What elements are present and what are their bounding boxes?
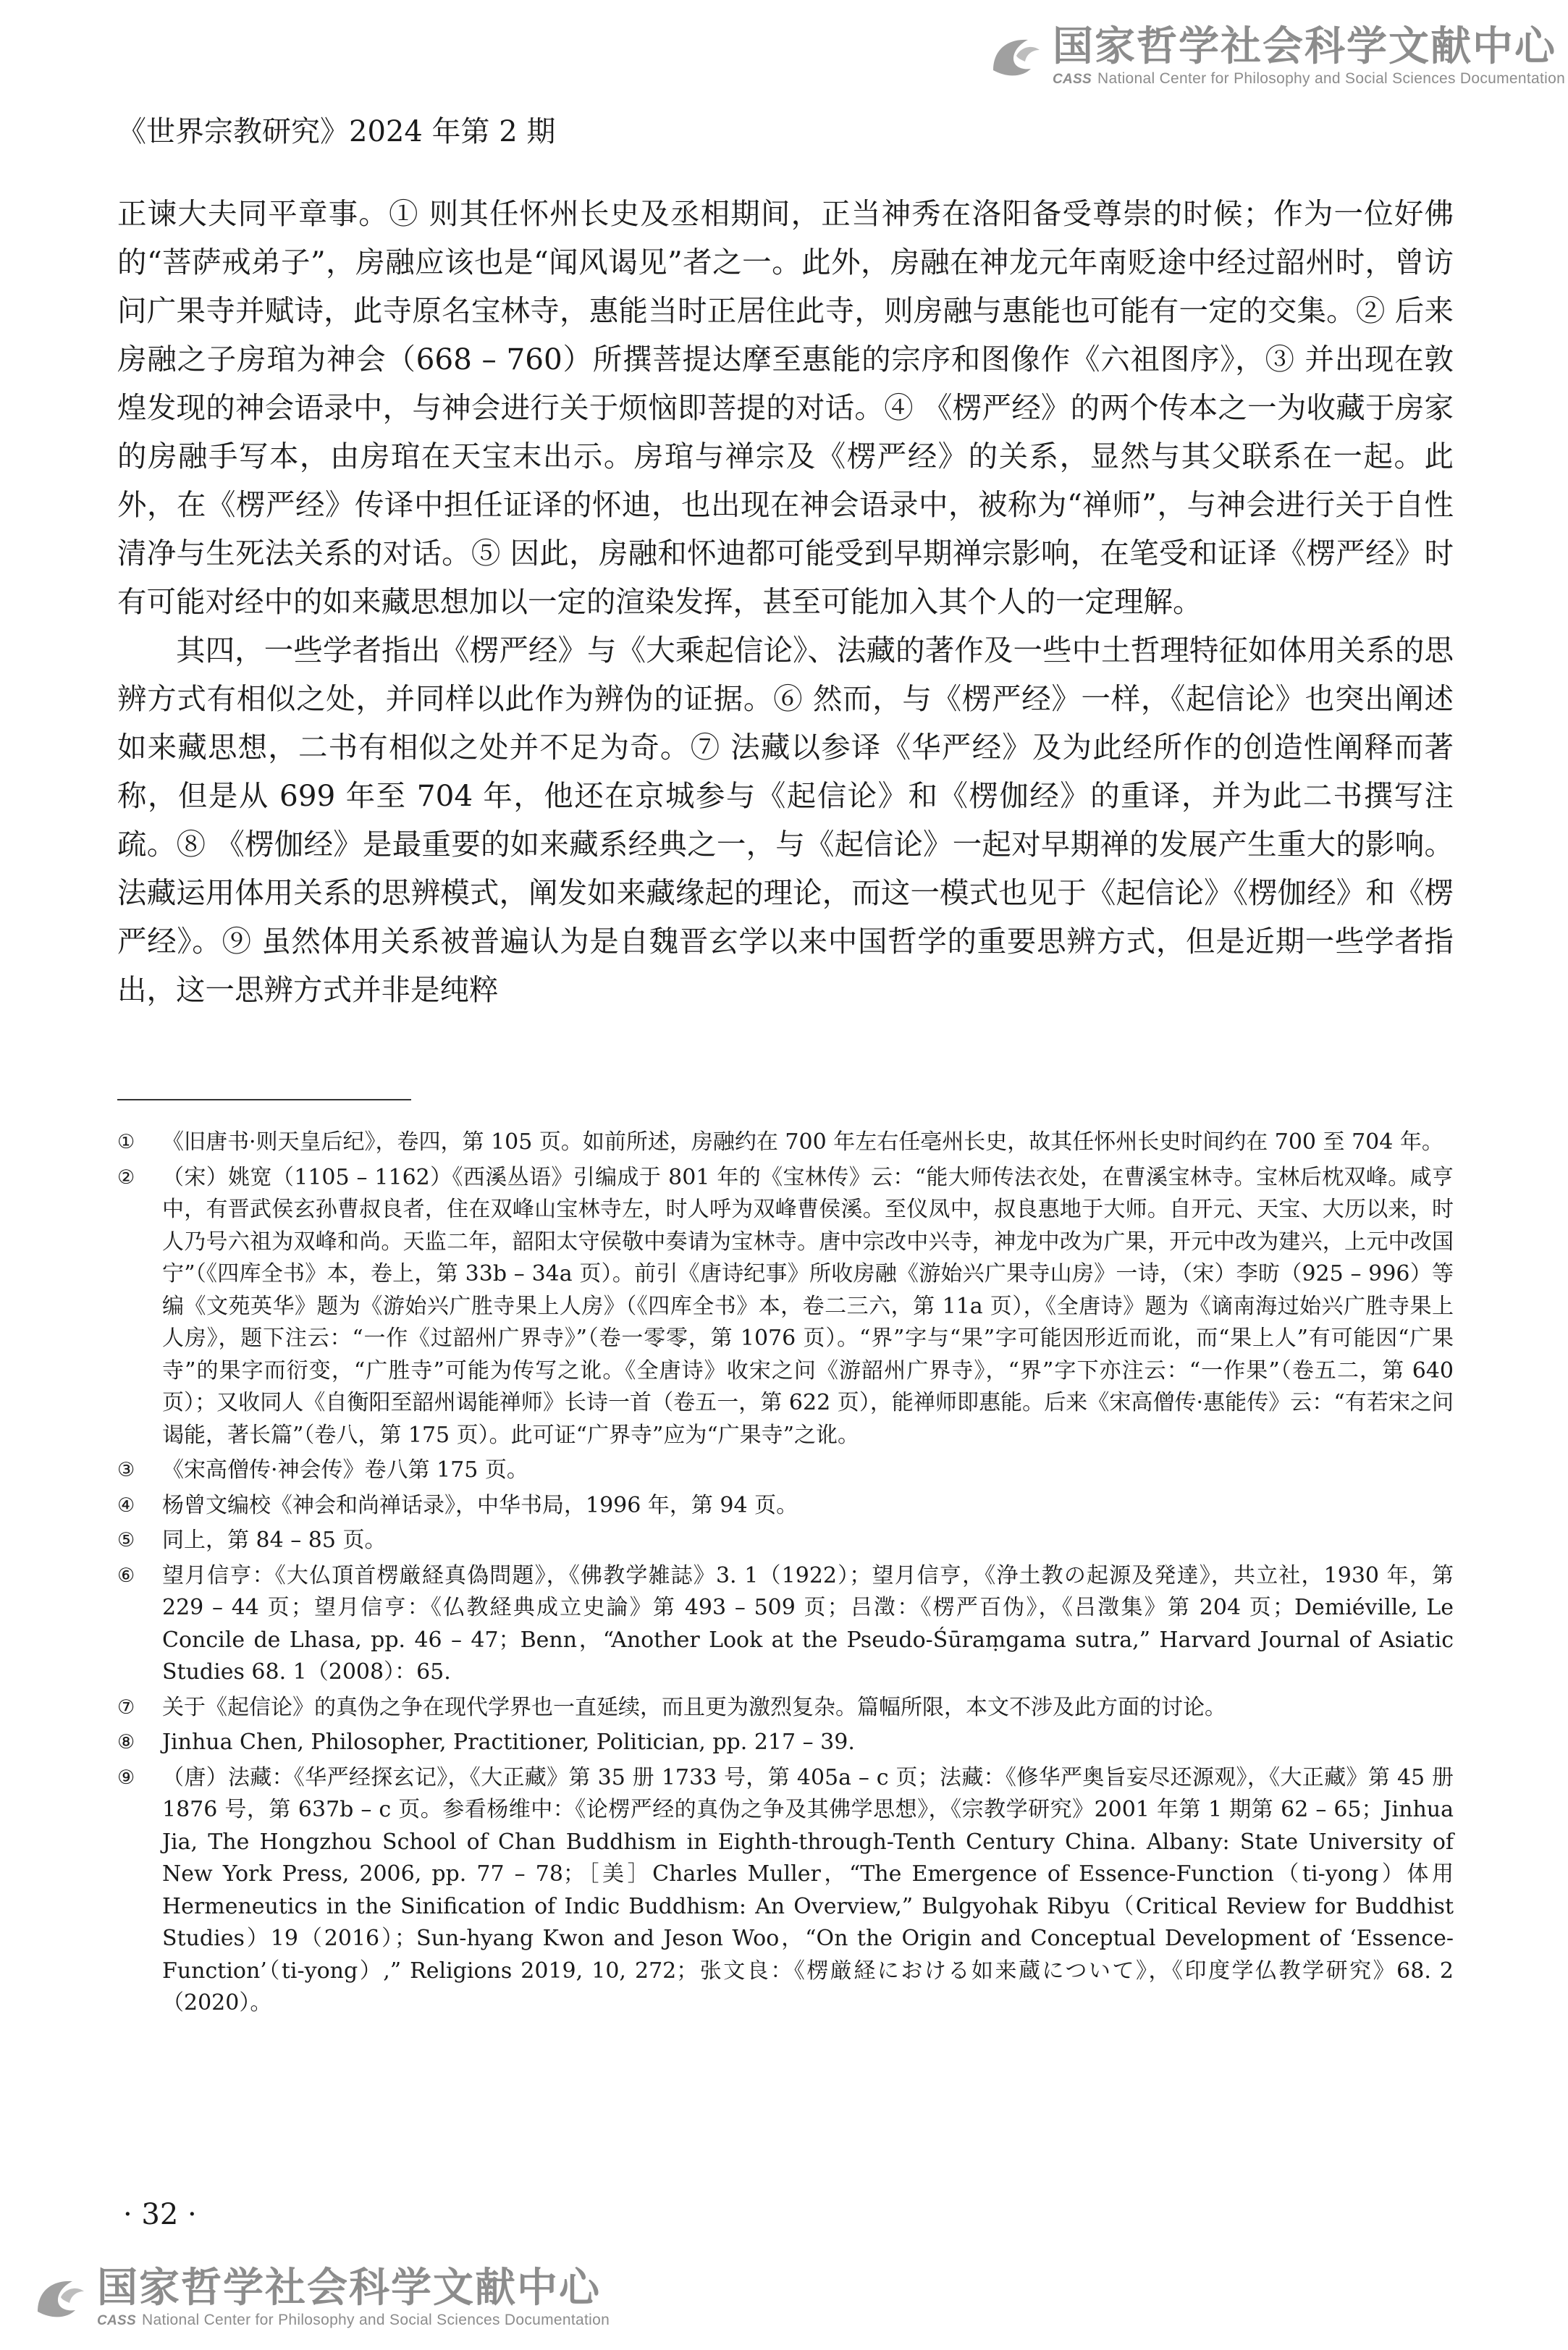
footnote-text: （宋）姚宽（1105 – 1162）《西溪丛语》引编成于 801 年的《宝林传》云：“能大师传法衣处，在曹溪宝林寺。宝林后枕双峰。咸亨中，有晋武侯玄孙曹叔良者，住在双峰山宝林寺左，时人呼为双峰曹侯溪。至仪凤中，叔良惠地于大师。自开元、天宝、大历以来，时人乃号六祖为双峰和尚。天监二年，韶阳太守侯敬中奏请为宝林寺。唐中宗改中兴寺，神龙中改为广果，开元中改为建兴，上元中改国宁”（《四库全书》本，卷上，第 33b – 34a 页）。前引《唐诗纪事》所收房融《游始兴广果寺山房》一诗，（宋）李昉（925 – 996）等编《文苑英华》题为《游始兴广胜寺果上人房》（《四库全书》本，卷二三六，第 11a 页），《全唐诗》题为《谪南海过始兴广胜寺果上人房》，题下注云：“一作《过韶州广界寺》”（卷一零零，第 1076 页）。“界”字与“果”字可能因形近而讹，而“果上人”有可能因“广果寺”的果字而衍变，“广胜寺”可能为传写之讹。《全唐诗》收宋之问《游韶州广界寺》，“界”字下亦注云：“一作果”（卷五二，第 640 页）；又收同人《自衡阳至韶州谒能禅师》长诗一首（卷五一，第 622 页），能禅师即惠能。后来《宋高僧传·惠能传》云：“有若宋之问谒能，著长篇”（卷八，第 175 页）。此可证“广界寺”应为“广果寺”之讹。 [162,1164,1454,1448]
page-number: · 32 · [123,2198,197,2231]
footnote-text: 《旧唐书·则天皇后纪》，卷四，第 105 页。如前所述，房融约在 700 年左右任亳州长史，故其任怀州长史时间约在 700 至 704 年。 [162,1129,1443,1155]
footnote-1 [117,1126,1454,1159]
footnote-number: ⑥ [117,1564,135,1587]
footnote-text: 关于《起信论》的真伪之争在现代学界也一直延续，而且更为激烈复杂。篇幅所限，本文不涉及此方面的讨论。 [162,1694,1226,1720]
footnote-number: ⑧ [117,1731,135,1753]
footnote-5 [117,1525,1454,1557]
watermark-name-zh: 国家哲学社会科学文献中心 [97,2265,601,2312]
footnote-text: 杨曾文编校《神会和尚禅话录》，中华书局，1996 年，第 94 页。 [162,1492,798,1518]
footnote-divider [117,1099,411,1100]
watermark-name-en: National Center for Philosophy and Social Sciences Documentation [1097,70,1566,87]
footnote-number: ⑦ [117,1696,135,1719]
watermark-name-zh: 国家哲学社会科学文献中心 [1053,23,1556,70]
footnote-text: （唐）法藏：《华严经探玄记》，《大正藏》第 35 册 1733 号，第 405a – c 页；法藏：《修华严奥旨妄尽还源观》，《大正藏》第 45 册 1876 号，第 637b – c 页。参看杨维中：《论楞严经的真伪之争及其佛学思想》，《宗教学研究》2001 年第 1 期第 62 – 65；Jinhua Jia, The Hongzhou School of Chan Buddhism in Eighth-through-Tenth Century China. Albany: State University of New York Press, 2006, pp. 77 – 78；［美］Charles Muller，“The Emergence of Essence-Function（ti-yong）体用 Hermeneutics in the Sinification of Indic Buddhism: An Overview,” Bulgyohak Ribyu（Critical Review for Buddhist Studies）19（2016）；Sun-hyang Kwon and Jeson Woo，“On the Origin and Conceptual Development of ‘Essence-Function’（ti-yong）,” Religions 2019, 10, 272；张文良：《楞厳経における如来蔵について》，《印度学仏教学研究》68. 2（2020）。 [162,1764,1454,2016]
footnote-2 [117,1162,1454,1452]
footnote-number: ④ [117,1494,135,1517]
watermark-logo-top [987,25,1565,89]
footnote-number: ① [117,1131,135,1153]
cass-logo-icon [987,34,1042,80]
footnote-6 [117,1560,1454,1689]
footnote-8 [117,1727,1454,1759]
footnote-7 [117,1692,1454,1724]
journal-header: 《世界宗教研究》2024 年第 2 期 [117,115,556,148]
footnote-text: 《宋高僧传·神会传》卷八第 175 页。 [162,1457,528,1483]
watermark-name-en: National Center for Philosophy and Social Sciences Documentation [142,2312,610,2328]
footnote-text: 望月信亨：《大仏頂首楞厳経真偽問題》，《佛教学雑誌》3. 1（1922）；望月信亨，《浄土教の起源及発達》，共立社，1930 年，第 229 – 44 页；望月信亨：《仏教経典成立史論》第 493 – 509 页；吕澂：《楞严百伪》，《吕澂集》第 204 页；Demiéville, Le Concile de Lhasa, pp. 46 – 47；Benn，“Another Look at the Pseudo-Śūraṃgama sutra,” Harvard Journal of Asiatic Studies 68. 1（2008）：65. [162,1562,1454,1685]
footnote-3 [117,1454,1454,1487]
paragraph-2: 其四，一些学者指出《楞严经》与《大乘起信论》、法藏的著作及一些中土哲理特征如体用关系的思辨方式有相似之处，并同样以此作为辨伪的证据。⑥ 然而，与《楞严经》一样，《起信论》也突出阐述如来藏思想，二书有相似之处并不足为奇。⑦ 法藏以参译《华严经》及为此经所作的创造性阐释而著称，但是从 699 年至 704 年，他还在京城参与《起信论》和《楞伽经》的重译，并为此二书撰写注疏。⑧ 《楞伽经》是最重要的如来藏系经典之一，与《起信论》一起对早期禅的发展产生重大的影响。法藏运用体用关系的思辨模式，阐发如来藏缘起的理论，而这一模式也见于《起信论》《楞伽经》和《楞严经》。⑨ 虽然体用关系被普遍认为是自魏晋玄学以来中国哲学的重要思辨方式，但是近期一些学者指出，这一思辨方式并非是纯粹 [117,633,1454,1007]
paragraph-1: 正谏大夫同平章事。① 则其任怀州长史及丞相期间，正当神秀在洛阳备受尊崇的时候；作为一位好佛的“菩萨戒弟子”，房融应该也是“闻风谒见”者之一。此外，房融在神龙元年南贬途中经过韶州时，曾访问广果寺并赋诗，此寺原名宝林寺，惠能当时正居住此寺，则房融与惠能也可能有一定的交集。② 后来房融之子房琯为神会（668 – 760）所撰菩提达摩至惠能的宗序和图像作《六祖图序》，③ 并出现在敦煌发现的神会语录中，与神会进行关于烦恼即菩提的对话。④ 《楞严经》的两个传本之一为收藏于房家的房融手写本，由房琯在天宝末出示。房琯与禅宗及《楞严经》的关系，显然与其父联系在一起。此外，在《楞严经》传译中担任证译的怀迪，也出现在神会语录中，被称为“禅师”，与神会进行关于自性清净与生死法关系的对话。⑤ 因此，房融和怀迪都可能受到早期禅宗影响，在笔受和证译《楞严经》时有可能对经中的如来藏思想加以一定的渲染发挥，甚至可能加入其个人的一定理解。 [117,196,1454,619]
watermark-logo-bottom [32,2266,610,2330]
watermark-abbr: CASS [97,2313,136,2328]
main-text [117,190,1454,1014]
footnote-4 [117,1490,1454,1523]
footnote-text: Jinhua Chen, Philosopher, Practitioner, Politician, pp. 217 – 39. [162,1730,855,1755]
footnote-text: 同上，第 84 – 85 页。 [162,1528,387,1553]
cass-logo-icon [32,2275,87,2322]
footnotes [117,1126,1454,2023]
footnote-number: ⑤ [117,1529,135,1551]
footnote-9 [117,1762,1454,2020]
watermark-abbr: CASS [1053,72,1092,87]
footnote-number: ② [117,1166,135,1189]
footnote-number: ⑨ [117,1766,135,1789]
footnote-number: ③ [117,1459,135,1481]
